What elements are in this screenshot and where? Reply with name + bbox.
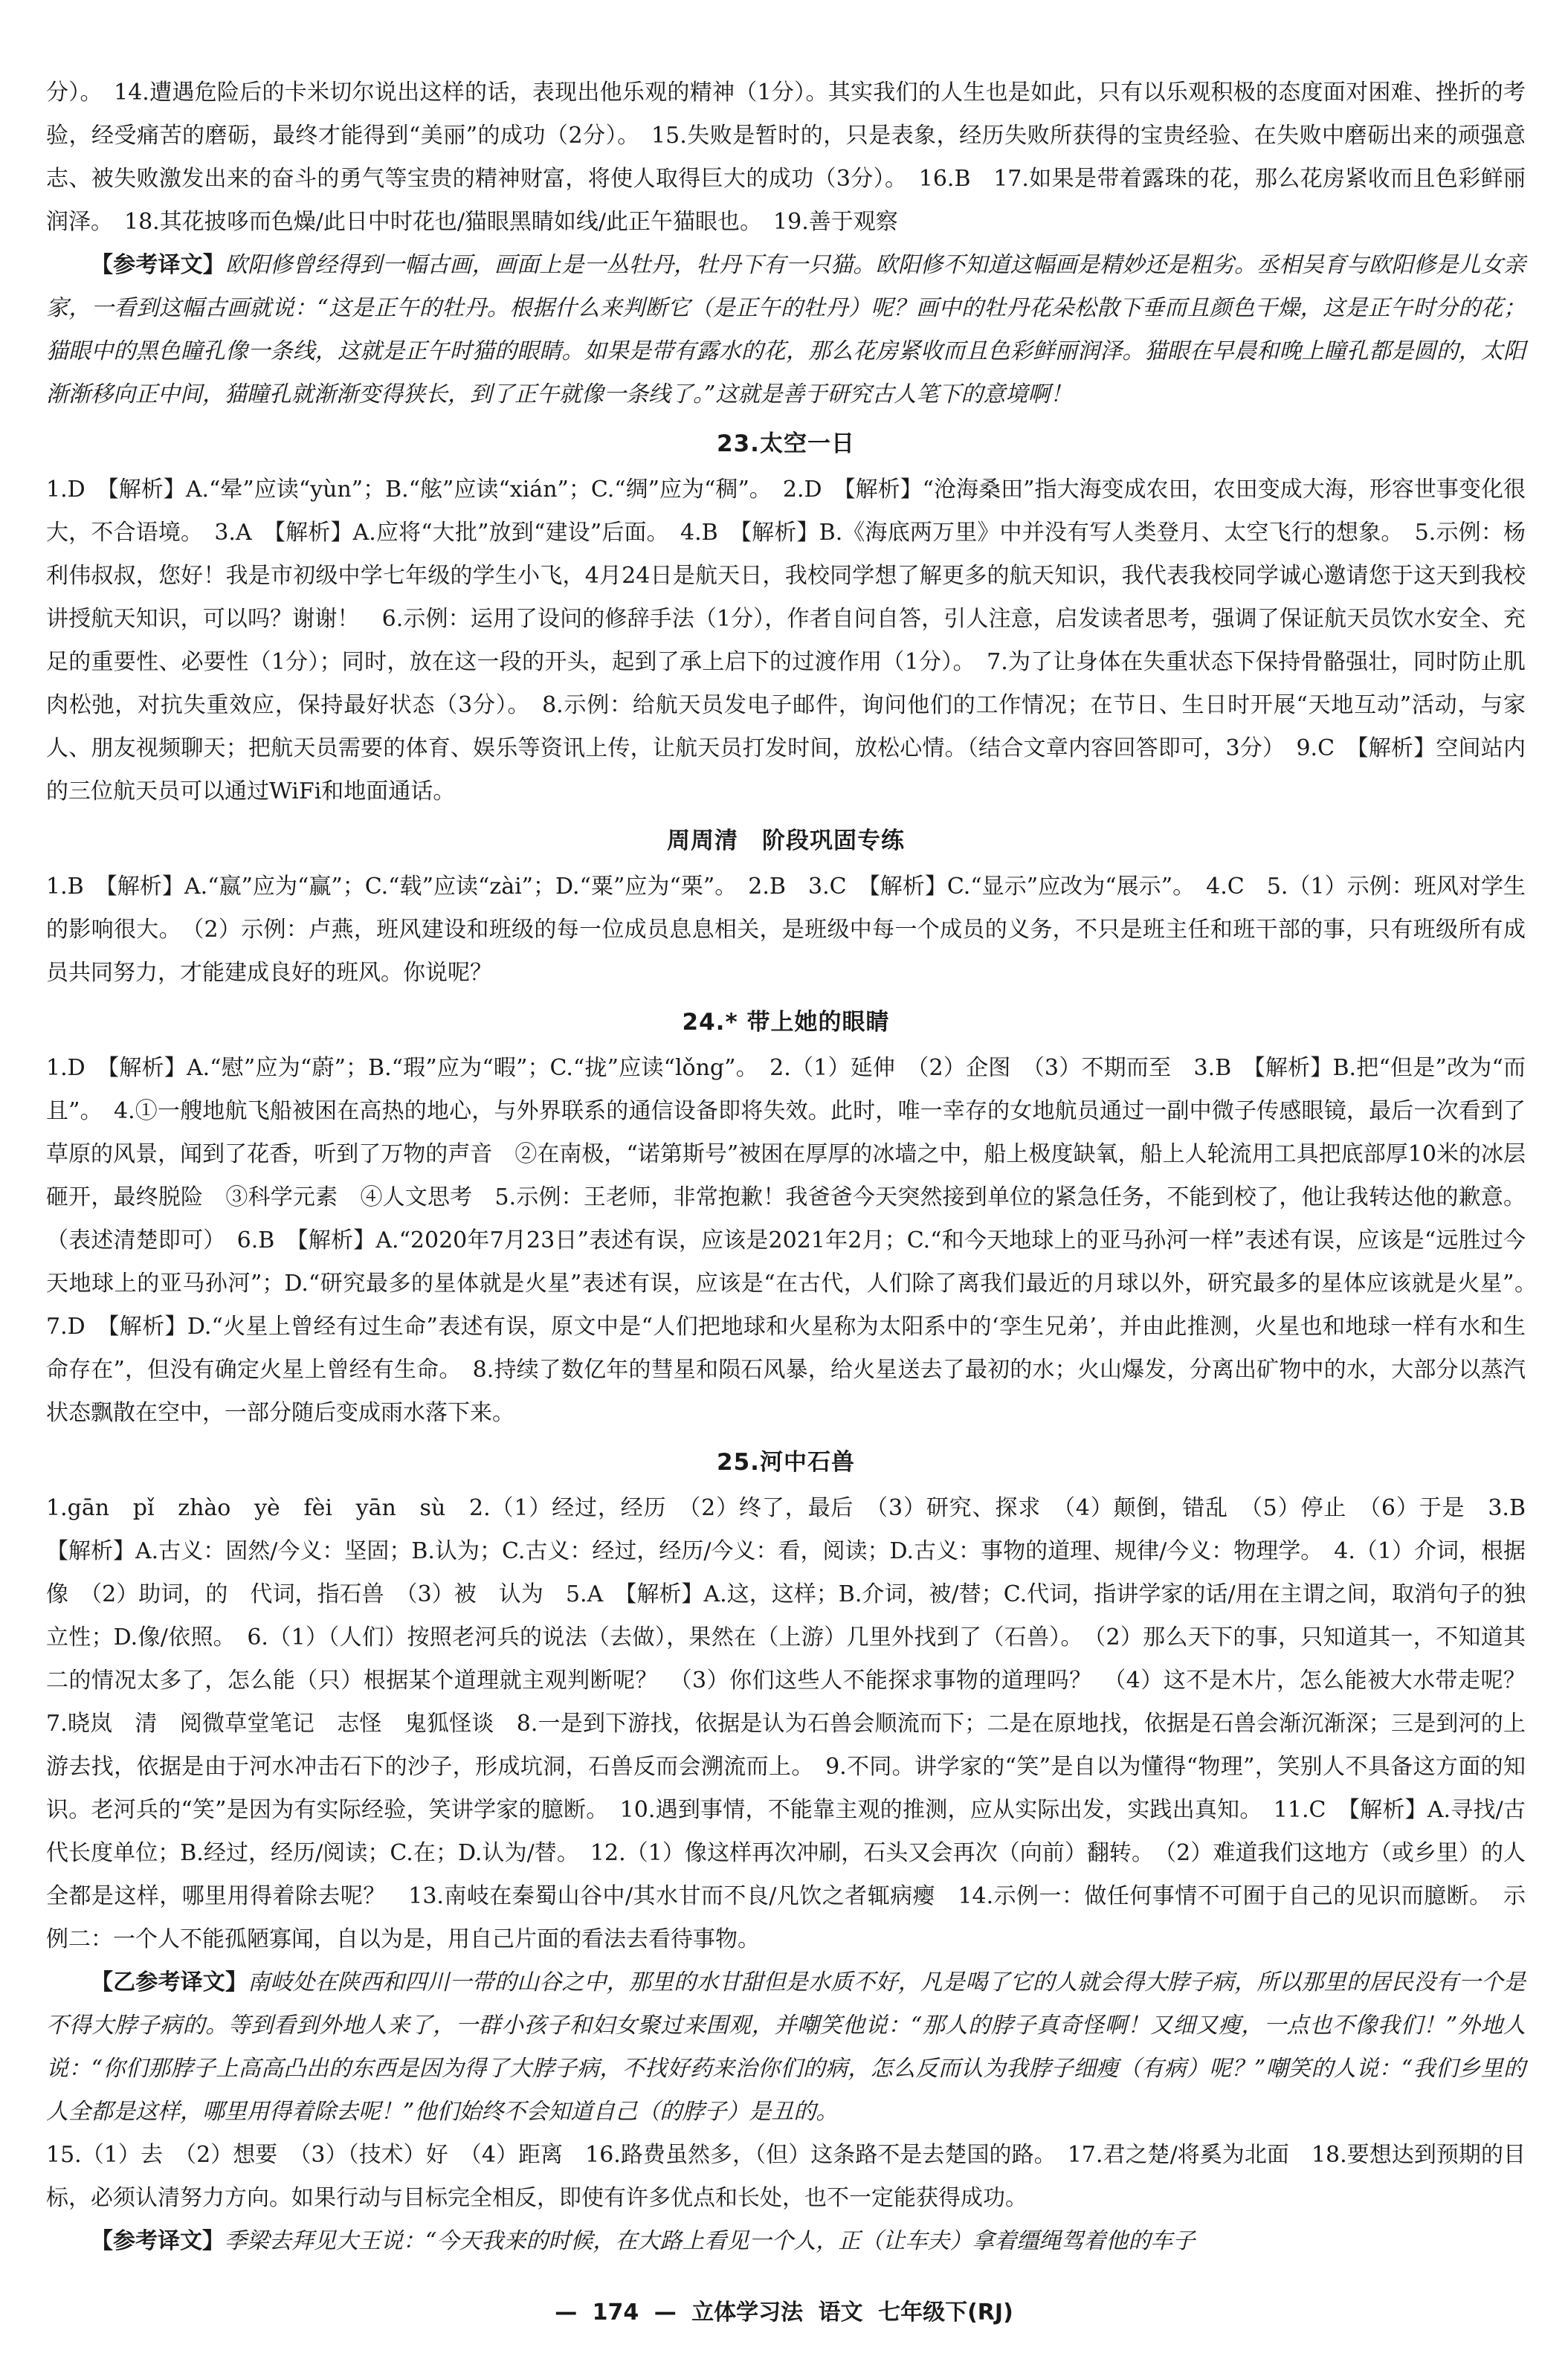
page-number: — 174 —	[555, 2300, 677, 2326]
answer-paragraph: 1.gān pǐ zhào yè fèi yān sù 2.（1）经过，经历 （2）终了，最后 （3）研究、探求 （4）颠倒，错乱 （5）停止 （6）于是 3.B 【解析】A.古义：固然/今义：坚固；B.认为；C.古义：经过，经历/今义：看，阅读；D.古义：事物的道理、规律/今义：物理学。 4.（1）介词，根据 像 （2）助词，的 代词，指石兽 （3）被 认为 5.A 【解析】A.这，这样；B.介词，被/替；C.代词，指讲学家的话/用在主谓之间，取消句子的独立性；D.像/依照。 6.（1）（人们）按照老河兵的说法（去做），果然在（上游）几里外找到了（石兽）。 （2）那么天下的事，只知道其一，不知道其二的情况太多了，怎么能（只）根据某个道理就主观判断呢？ （3）你们这些人不能探求事物的道理吗？ （4）这不是木片，怎么能被大水带走呢？ 7.晓岚 清 阅微草堂笔记 志怪 鬼狐怪谈 8.一是到下游找，依据是认为石兽会顺流而下；二是在原地找，依据是石兽会渐沉渐深；三是到河的上游去找，依据是由于河水冲击石下的沙子，形成坑洞，石兽反而会溯流而上。 9.不同。讲学家的“笑”是自以为懂得“物理”，笑别人不具备这方面的知识。老河兵的“笑”是因为有实际经验，笑讲学家的臆断。 10.遇到事情，不能靠主观的推测，应从实际出发，实践出真知。 11.C 【解析】A.寻找/古代长度单位；B.经过，经历/阅读；C.在；D.认为/替。 12.（1）像这样再次冲刷，石头又会再次（向前）翻转。 （2）难道我们这地方（或乡里）的人全都是这样，哪里用得着除去呢？ 13.南岐在秦蜀山谷中/其水甘而不良/凡饮之者辄病瘿 14.示例一：做任何事情不可囿于自己的见识而臆断。 示例二：一个人不能孤陋寡闻，自以为是，用自己片面的看法去看待事物。	[46, 1495, 1548, 1952]
answer-content	[46, 71, 1548, 2263]
section-heading: 24.* 带上她的眼睛	[682, 1009, 890, 1036]
translation-text: 季梁去拜见大王说：“今天我来的时候，在大路上看见一个人，正（让车夫）拿着缰绳驾着他的车子	[225, 2228, 1196, 2254]
answer-paragraph: 1.D 【解析】A.“晕”应读“yùn”；B.“舷”应读“xián”；C.“绸”应为“稠”。 2.D 【解析】“沧海桑田”指大海变成农田，农田变成大海，形容世事变化很大，不合语境。 3.A 【解析】A.应将“大批”放到“建设”后面。 4.B 【解析】B.《海底两万里》中并没有写人类登月、太空飞行的想象。 5.示例：杨利伟叔叔，您好！我是市初级中学七年级的学生小飞，4月24日是航天日，我校同学想了解更多的航天知识，我代表我校同学诚心邀请您于这天到我校讲授航天知识，可以吗？谢谢！ 6.示例：运用了设问的修辞手法（1分），作者自问自答，引人注意，启发读者思考，强调了保证航天员饮水安全、充足的重要性、必要性（1分）；同时，放在这一段的开头，起到了承上启下的过渡作用（1分）。 7.为了让身体在失重状态下保持骨骼强壮，同时防止肌肉松弛，对抗失重效应，保持最好状态（3分）。 8.示例：给航天员发电子邮件，询问他们的工作情况；在节日、生日时开展“天地互动”活动，与家人、朋友视频聊天；把航天员需要的体育、娱乐等资讯上传，让航天员打发时间，放松心情。（结合文章内容回答即可，3分） 9.C 【解析】空间站内的三位航天员可以通过WiFi和地面通话。	[46, 477, 1526, 804]
translation-label: 【参考译文】	[91, 252, 225, 278]
answer-paragraph: 1.B 【解析】A.“嬴”应为“赢”；C.“载”应读“zài”；D.“粟”应为“栗”。 2.B 3.C 【解析】C.“显示”应改为“展示”。 4.C 5.（1）示例：班风对学生的影响很大。 （2）示例：卢燕，班风建设和班级的每一位成员息息相关，是班级中每一个成员的义务，不只是班主任和班干部的事，只有班级所有成员共同努力，才能建成良好的班风。你说呢？	[46, 874, 1526, 986]
section-heading: 23.太空一日	[717, 430, 855, 457]
section-heading: 25.河中石兽	[717, 1449, 855, 1476]
translation-text: 欧阳修曾经得到一幅古画，画面上是一丛牡丹，牡丹下有一只猫。欧阳修不知道这幅画是精妙还是粗劣。丞相吴育与欧阳修是儿女亲家，一看到这幅古画就说：“这是正午的牡丹。根据什么来判断它（是正午的牡丹）呢？画中的牡丹花朵松散下垂而且颜色干燥，这是正午时分的花；猫眼中的黑色瞳孔像一条线，这就是正午时猫的眼睛。如果是带有露水的花，那么花房紧收而且色彩鲜丽润泽。猫眼在早晨和晚上瞳孔都是圆的，太阳渐渐移向正中间，猫瞳孔就渐渐变得狭长，到了正午就像一条线了。”这就是善于研究古人笔下的意境啊！	[46, 252, 1526, 407]
answer-paragraph: 1.D 【解析】A.“慰”应为“蔚”；B.“瑕”应为“暇”；C.“拢”应读“lǒng”。 2.（1）延伸 （2）企图 （3）不期而至 3.B 【解析】B.把“但是”改为“而且”。 4.①一艘地航飞船被困在高热的地心，与外界联系的通信设备即将失效。此时，唯一幸存的女地航员通过一副中微子传感眼镜，最后一次看到了草原的风景，闻到了花香，听到了万物的声音 ②在南极，“诺第斯号”被困在厚厚的冰墙之中，船上极度缺氧，船上人轮流用工具把底部厚10米的冰层砸开，最终脱险 ③科学元素 ④人文思考 5.示例：王老师，非常抱歉！我爸爸今天突然接到单位的紧急任务，不能到校了，他让我转达他的歉意。（表述清楚即可） 6.B 【解析】A.“2020年7月23日”表述有误，应该是2021年2月；C.“和今天地球上的亚马孙河一样”表述有误，应该是“远胜过今天地球上的亚马孙河”；D.“研究最多的星体就是火星”表述有误，应该是“在古代，人们除了离我们最近的月球以外，研究最多的星体应该就是火星”。 7.D 【解析】D.“火星上曾经有过生命”表述有误，原文中是“人们把地球和火星称为太阳系中的‘孪生兄弟’，并由此推测，火星也和地球一样有水和生命存在”，但没有确定火星上曾经有生命。 8.持续了数亿年的彗星和陨石风暴，给火星送去了最初的水；火山爆发，分离出矿物中的水，大部分以蒸汽状态飘散在空中，一部分随后变成雨水落下来。	[46, 1055, 1548, 1426]
book-title: 立体学习法	[691, 2300, 804, 2326]
grade-label: 七年级下(RJ)	[878, 2300, 1013, 2326]
reference-translation	[46, 1961, 1526, 2134]
subject-label: 语文	[818, 2300, 863, 2326]
translation-label: 【乙参考译文】	[91, 1969, 248, 1995]
page-footer	[0, 2294, 1568, 2326]
translation-text: 南岐处在陕西和四川一带的山谷之中，那里的水甘甜但是水质不好，凡是喝了它的人就会得大脖子病，所以那里的居民没有一个是不得大脖子病的。等到看到外地人来了，一群小孩子和妇女聚过来围观，并嘲笑他说：“那人的脖子真奇怪啊！又细又瘦，一点也不像我们！”外地人说：“你们那脖子上高高凸出的东西是因为得了大脖子病，不找好药来治你们的病，怎么反而认为我脖子细瘦（有病）呢？”嘲笑的人说：“我们乡里的人全都是这样，哪里用得着除去呢！”他们始终不会知道自己（的脖子）是丑的。	[46, 1969, 1526, 2125]
section-heading: 周周清 阶段巩固专练	[667, 827, 905, 854]
translation-label: 【参考译文】	[91, 2228, 225, 2254]
answer-paragraph: 分）。 14.遭遇危险后的卡米切尔说出这样的话，表现出他乐观的精神（1分）。其实我们的人生也是如此，只有以乐观积极的态度面对困难、挫折的考验，经受痛苦的磨砺，最终才能得到“美丽”的成功（2分）。 15.失败是暂时的，只是表象，经历失败所获得的宝贵经验、在失败中磨砺出来的顽强意志、被失败激发出来的奋斗的勇气等宝贵的精神财富，将使人取得巨大的成功（3分）。 16.B 17.如果是带着露珠的花，那么花房紧收而且色彩鲜丽润泽。 18.其花披哆而色燥/此日中时花也/猫眼黑睛如线/此正午猫眼也。 19.善于观察	[46, 80, 1526, 235]
reference-translation	[46, 244, 1526, 416]
answer-page	[46, 71, 1548, 2263]
reference-translation	[46, 2220, 1526, 2263]
answer-paragraph: 15.（1）去 （2）想要 （3）（技术）好 （4）距离 16.路费虽然多，（但）这条路不是去楚国的路。 17.君之楚/将奚为北面 18.要想达到预期的目标，必须认清努力方向。如果行动与目标完全相反，即使有许多优点和长处，也不一定能获得成功。	[46, 2142, 1526, 2211]
